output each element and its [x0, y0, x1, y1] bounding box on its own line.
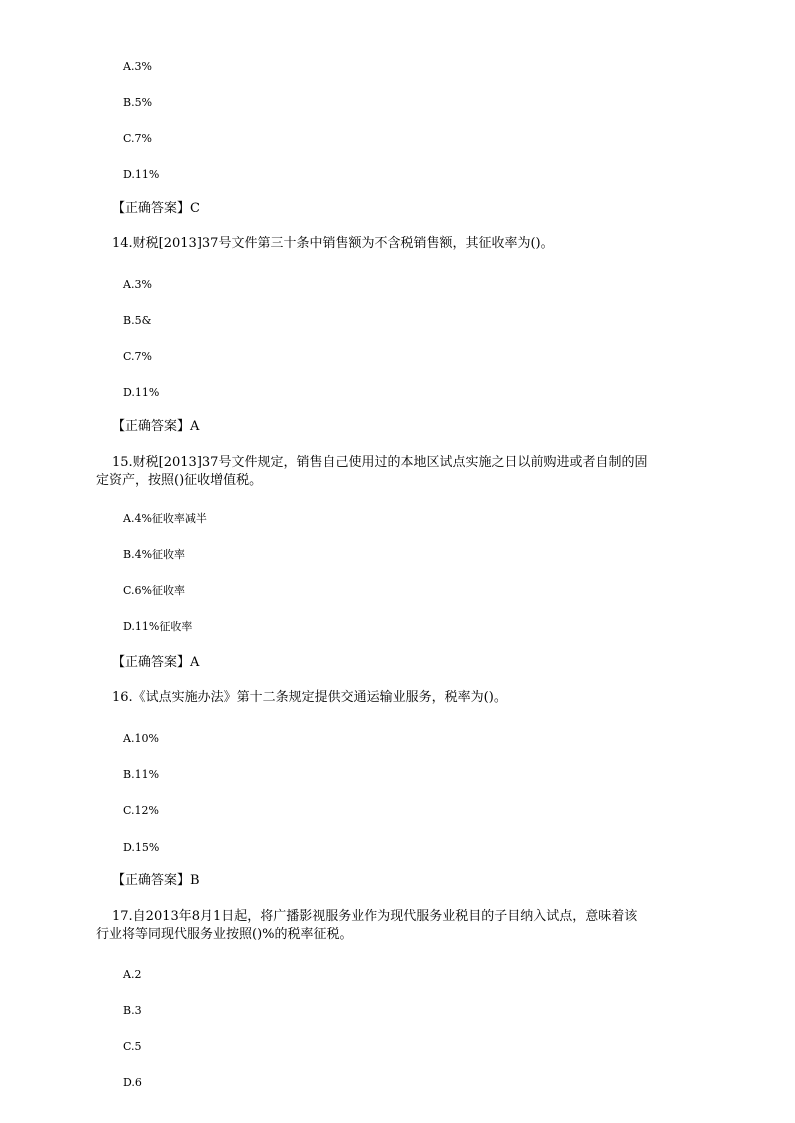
q13-option-b: B.5%: [123, 96, 153, 109]
q14-question: 14.财税[2013]37号文件第三十条中销售额为不含税销售额，其征收率为()。: [112, 236, 554, 251]
q16-option-a: A.10%: [123, 732, 159, 745]
q16-option-b: B.11%: [123, 768, 160, 781]
q14-option-b: B.5&: [123, 314, 152, 327]
q14-option-d: D.11%: [123, 386, 160, 399]
q17-question-line1: 17.自2013年8月1日起，将广播影视服务业作为现代服务业税目的子目纳入试点，意味着该: [112, 909, 638, 924]
q15-option-a: A.4%征收率减半: [123, 512, 207, 525]
q13-answer: 【正确答案】C: [112, 201, 200, 216]
q17-option-c: C.5: [123, 1040, 142, 1053]
q17-option-d: D.6: [123, 1076, 142, 1089]
q15-answer: 【正确答案】A: [112, 655, 200, 670]
q13-option-d: D.11%: [123, 168, 160, 181]
q17-option-a: A.2: [123, 968, 142, 981]
q15-option-c: C.6%征收率: [123, 584, 185, 597]
q15-question-line2: 定资产，按照()征收增值税。: [96, 473, 263, 488]
q14-answer: 【正确答案】A: [112, 419, 200, 434]
q17-question-line2: 行业将等同现代服务业按照()%的税率征税。: [96, 927, 353, 942]
q16-answer: 【正确答案】B: [112, 873, 200, 888]
q14-option-a: A.3%: [123, 278, 152, 291]
q16-option-c: C.12%: [123, 804, 159, 817]
q15-option-b: B.4%征收率: [123, 548, 186, 561]
q16-option-d: D.15%: [123, 841, 160, 854]
q15-option-d: D.11%征收率: [123, 620, 193, 633]
q14-option-c: C.7%: [123, 350, 152, 363]
q17-option-b: B.3: [123, 1004, 142, 1017]
q13-option-c: C.7%: [123, 132, 152, 145]
q15-question-line1: 15.财税[2013]37号文件规定，销售自己使用过的本地区试点实施之日以前购进或者自制的固: [112, 455, 648, 470]
q13-option-a: A.3%: [123, 60, 152, 73]
q16-question: 16.《试点实施办法》第十二条规定提供交通运输业服务，税率为()。: [112, 690, 507, 705]
